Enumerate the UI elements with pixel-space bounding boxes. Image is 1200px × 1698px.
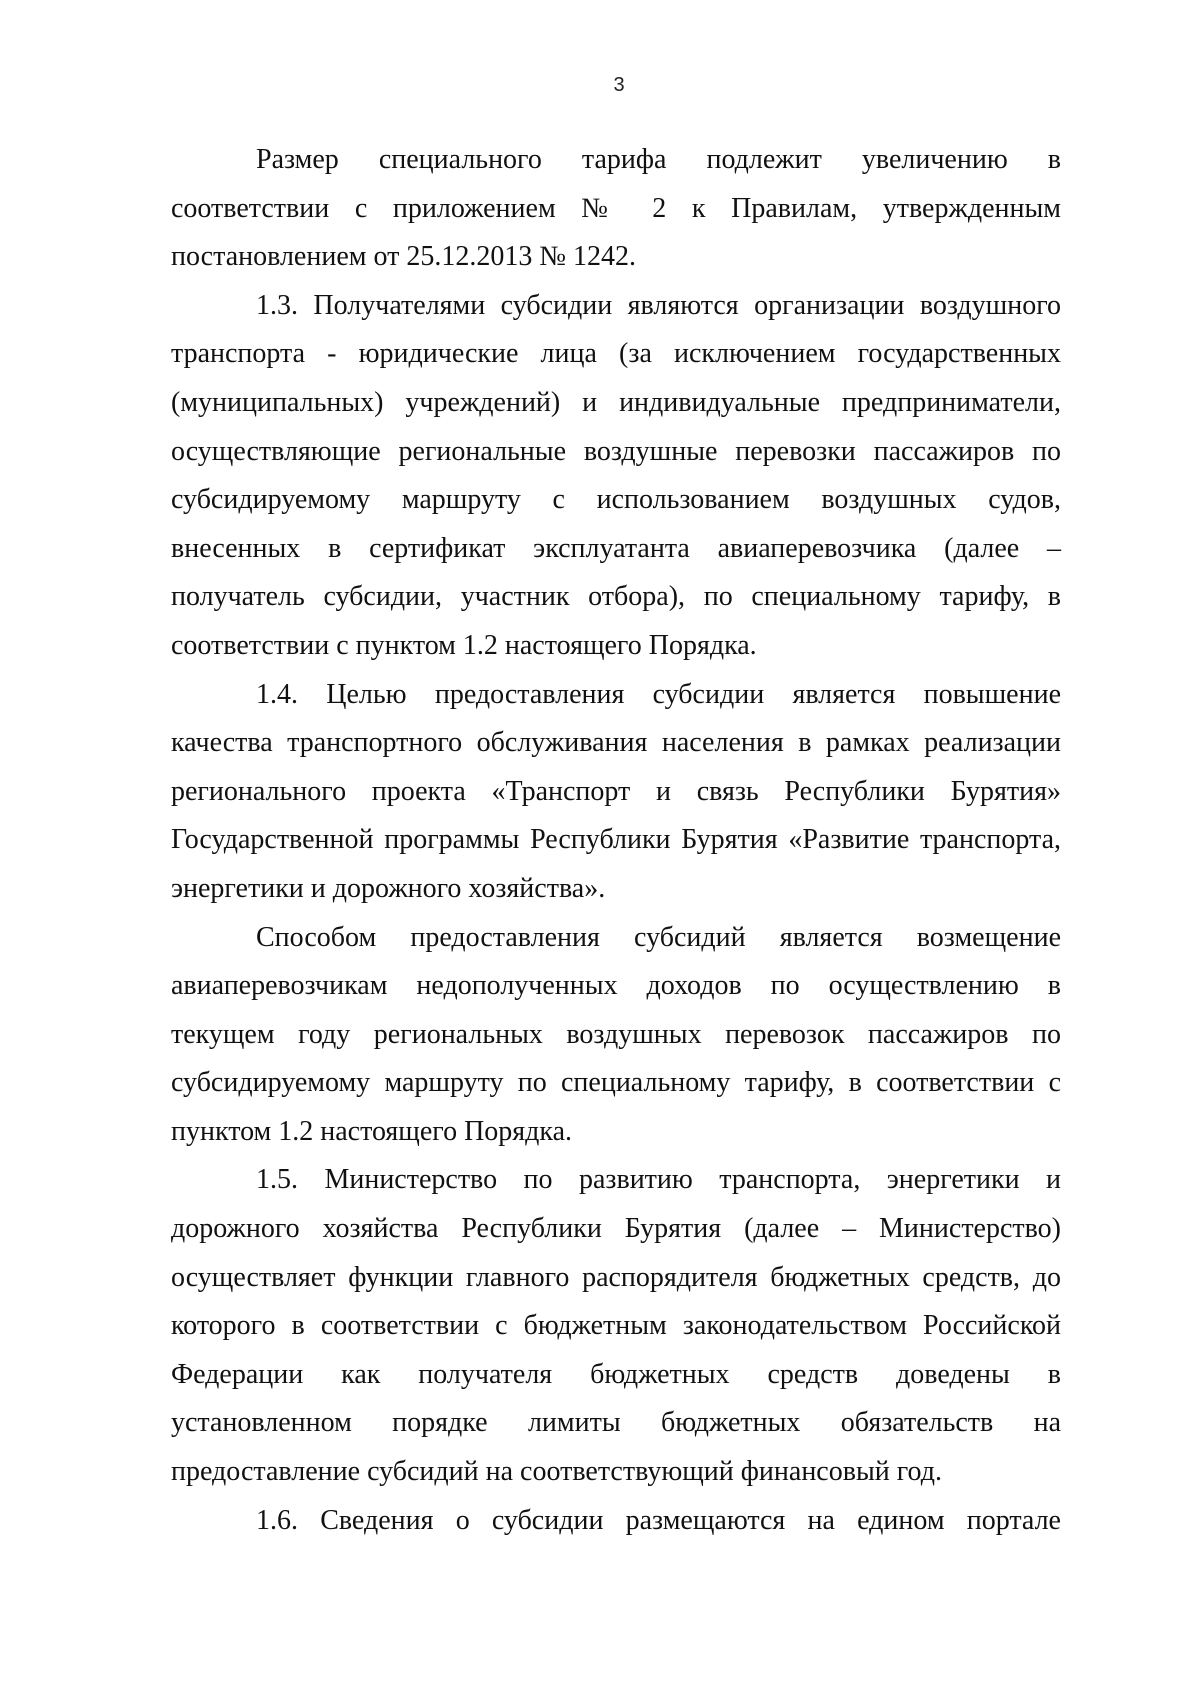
paragraph-1-3-recipients: 1.3. Получателями субсидии являются организации воздушного транспорта - юридические лица (за исключением государственных (муниципальных) учреждений) и индивидуальные предприниматели, осуществляющие региональные воздушные перевозки пассажиров по субсидируемому маршруту с использованием воздушных судов, внесенных в сертификат эксплуатанта авиаперевозчика (далее – получатель субсидии, участник отбора), по специальному тарифу, в соответствии с пунктом 1.2 настоящего Порядка. [171, 289, 1061, 661]
paragraph-method: Способом предоставления субсидий является возмещение авиаперевозчикам недополученных доходов по осуществлению в текущем году региональных воздушных перевозок пассажиров по субсидируемому маршруту по специальному тарифу, в соответствии с пунктом 1.2 настоящего Порядка. [171, 921, 1061, 1147]
paragraph-1-5-ministry: 1.5. Министерство по развитию транспорта, энергетики и дорожного хозяйства Республики Бурятия (далее – Министерство) осуществляет функции главного распорядителя бюджетных средств, до которого в соответствии с бюджетным законодательством Российской Федерации как получателя бюджетных средств доведены в установленном порядке лимиты бюджетных обязательств на предоставление субсидий на соответствующий финансовый год. [171, 1164, 1061, 1488]
paragraph-special-tariff: Размер специального тарифа подлежит увеличению в соответствии с приложением № 2 к Правилам, утвержденным постановлением от 25.12.2013 № 1242. [171, 144, 1061, 273]
document-body [171, 136, 1061, 1545]
paragraph-1-4-purpose: 1.4. Целью предоставления субсидии является повышение качества транспортного обслуживания населения в рамках реализации регионального проекта «Транспорт и связь Республики Бурятия» Государственной программы Республики Бурятия «Развитие транспорта, энергетики и дорожного хозяйства». [171, 678, 1061, 904]
page-number: 3 [613, 74, 625, 96]
paragraph-1-6-portal: 1.6. Сведения о субсидии размещаются на едином портале [256, 1504, 1061, 1536]
